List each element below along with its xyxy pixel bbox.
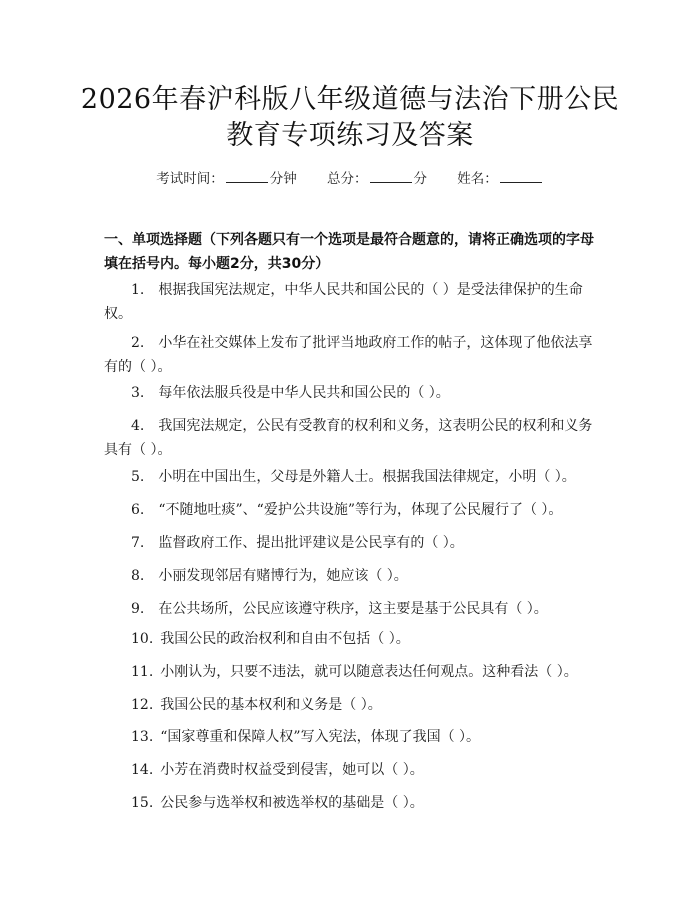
question-number: 7. bbox=[131, 535, 145, 551]
exam-time-unit: 分钟 bbox=[269, 171, 297, 187]
question-number: 13. bbox=[131, 729, 154, 745]
exam-score-blank bbox=[370, 170, 412, 183]
question-number: 4. bbox=[131, 418, 145, 434]
exam-score-label: 总分： bbox=[327, 171, 368, 187]
question-number: 5. bbox=[131, 469, 145, 485]
question-text: 我国宪法规定，公民有受教育的权利和义务，这表明公民的权利和义务具有（ ）。 bbox=[104, 418, 593, 458]
question-text: 我国公民的基本权利和义务是（ ）。 bbox=[160, 697, 382, 713]
question-item bbox=[104, 465, 604, 489]
question-number: 1. bbox=[131, 282, 145, 298]
question-number: 10. bbox=[131, 631, 154, 647]
section-heading: 一、单项选择题（下列各题只有一个选项是最符合题意的，请将正确选项的字母填在括号内。每小题2分，共30分） bbox=[104, 232, 594, 272]
question-item bbox=[104, 693, 604, 717]
exam-info bbox=[0, 167, 700, 187]
question-number: 8. bbox=[131, 568, 145, 584]
question-number: 12. bbox=[131, 697, 154, 713]
question-item bbox=[104, 660, 604, 684]
question-text: 小丽发现邻居有赌博行为，她应该（ ）。 bbox=[158, 568, 408, 584]
exam-name bbox=[457, 171, 544, 187]
question-item bbox=[104, 627, 604, 651]
question-text: 每年依法服兵役是中华人民共和国公民的（ ）。 bbox=[158, 385, 450, 401]
question-item bbox=[104, 531, 604, 555]
question-number: 2. bbox=[131, 335, 145, 351]
question-item bbox=[104, 278, 604, 326]
exam-time bbox=[156, 171, 301, 187]
question-text: 公民参与选举权和被选举权的基础是（ ）。 bbox=[160, 795, 424, 811]
question-text: 监督政府工作、提出批评建议是公民享有的（ ）。 bbox=[158, 535, 464, 551]
question-text: 在公共场所，公民应该遵守秩序，这主要是基于公民具有（ ）。 bbox=[158, 601, 548, 617]
document-title-line-2: 教育专项练习及答案 bbox=[226, 120, 474, 151]
question-item bbox=[104, 331, 604, 379]
question-number: 3. bbox=[131, 385, 145, 401]
question-item bbox=[104, 725, 604, 749]
question-text: 我国公民的政治权利和自由不包括（ ）。 bbox=[160, 631, 410, 647]
question-number: 9. bbox=[131, 601, 145, 617]
question-text: 根据我国宪法规定，中华人民共和国公民的（ ）是受法律保护的生命权。 bbox=[104, 282, 583, 322]
question-text: 小刚认为，只要不违法，就可以随意表达任何观点。这种看法（ ）。 bbox=[160, 664, 578, 680]
question-number: 11. bbox=[131, 664, 154, 680]
exam-time-label: 考试时间： bbox=[156, 171, 224, 187]
exam-name-label: 姓名： bbox=[457, 171, 498, 187]
document-title-line-1: 2026年春沪科版八年级道德与法治下册公民 bbox=[80, 84, 620, 115]
question-item bbox=[104, 791, 604, 815]
exam-score bbox=[327, 171, 431, 187]
question-text: 小华在社交媒体上发布了批评当地政府工作的帖子，这体现了他依法享有的（ ）。 bbox=[104, 335, 593, 375]
question-number: 6. bbox=[131, 502, 145, 518]
question-item bbox=[104, 564, 604, 588]
question-number: 14. bbox=[131, 762, 154, 778]
question-text: “不随地吐痰”、“爱护公共设施”等行为，体现了公民履行了（ ）。 bbox=[158, 502, 563, 518]
exam-time-blank bbox=[226, 170, 268, 183]
exam-score-unit: 分 bbox=[413, 171, 427, 187]
question-number: 15. bbox=[131, 795, 154, 811]
question-item bbox=[104, 414, 604, 462]
question-text: “国家尊重和保障人权”写入宪法，体现了我国（ ）。 bbox=[160, 729, 481, 745]
question-text: 小明在中国出生，父母是外籍人士。根据我国法律规定，小明（ ）。 bbox=[158, 469, 576, 485]
question-item bbox=[104, 597, 604, 621]
question-text: 小芳在消费时权益受到侵害，她可以（ ）。 bbox=[160, 762, 424, 778]
question-item bbox=[104, 498, 604, 522]
exam-name-blank bbox=[500, 170, 542, 183]
question-item bbox=[104, 381, 604, 405]
question-item bbox=[104, 758, 604, 782]
